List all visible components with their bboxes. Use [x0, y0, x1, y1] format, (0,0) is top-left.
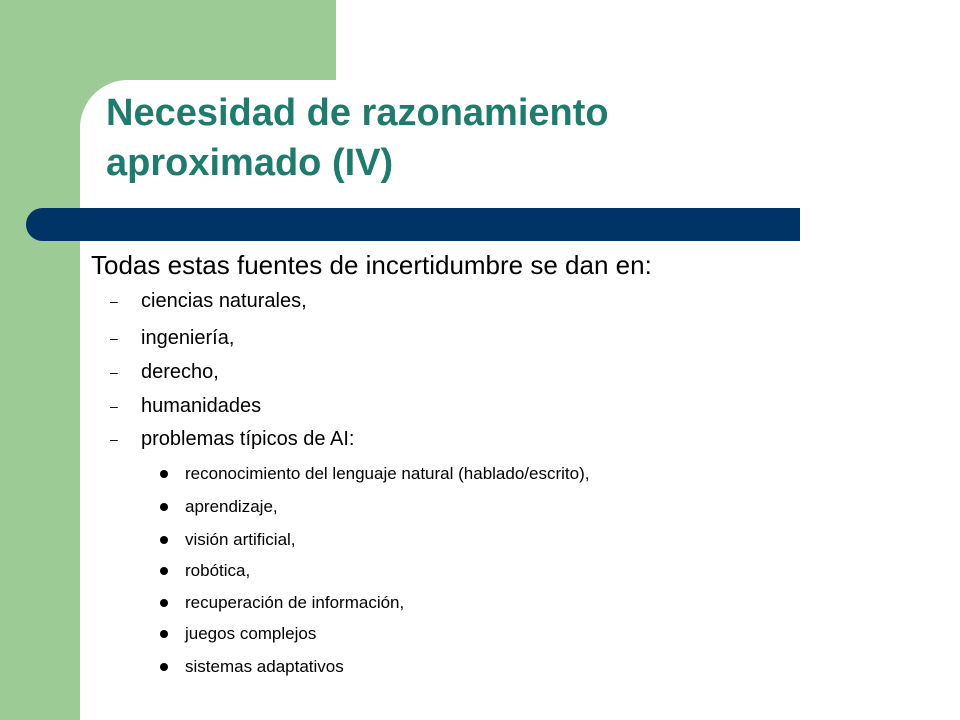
dash-marker: –: [110, 364, 118, 380]
dash-marker: –: [110, 398, 118, 414]
bullet-dot-icon: [160, 503, 168, 511]
list-item-label: sistemas adaptativos: [185, 657, 344, 676]
list-item-label: problemas típicos de AI:: [141, 428, 355, 450]
list-item-label: recuperación de información,: [185, 593, 405, 612]
list-item-label: humanidades: [141, 395, 262, 417]
bullet-dot-icon: [160, 536, 168, 544]
list-item-label: visión artificial,: [185, 530, 296, 549]
list-item-label: ingeniería,: [141, 327, 235, 349]
slide-title-line-1: Necesidad de razonamiento: [106, 92, 609, 134]
bullet-dot-icon: [160, 599, 168, 607]
lead-text: Todas estas fuentes de incertidumbre se dan en:: [91, 250, 652, 280]
bullet-dot-icon: [160, 663, 168, 671]
list-item-label: juegos complejos: [185, 624, 317, 643]
dash-marker: –: [110, 330, 118, 346]
list-item-label: derecho,: [141, 361, 219, 383]
list-item-label: robótica,: [185, 561, 251, 580]
bullet-dot-icon: [160, 630, 168, 638]
bullet-dot-icon: [160, 567, 168, 575]
title-divider-bar: [26, 208, 800, 241]
dash-marker: –: [110, 293, 118, 309]
list-item-label: ciencias naturales,: [141, 290, 307, 312]
list-item-label: reconocimiento del lenguaje natural (hablado/escrito),: [185, 464, 590, 483]
slide-title-line-2: aproximado (IV): [106, 142, 394, 184]
bullet-dot-icon: [160, 470, 168, 478]
slide-title: [106, 88, 806, 188]
dash-marker: –: [110, 431, 118, 447]
list-item-label: aprendizaje,: [185, 497, 278, 516]
